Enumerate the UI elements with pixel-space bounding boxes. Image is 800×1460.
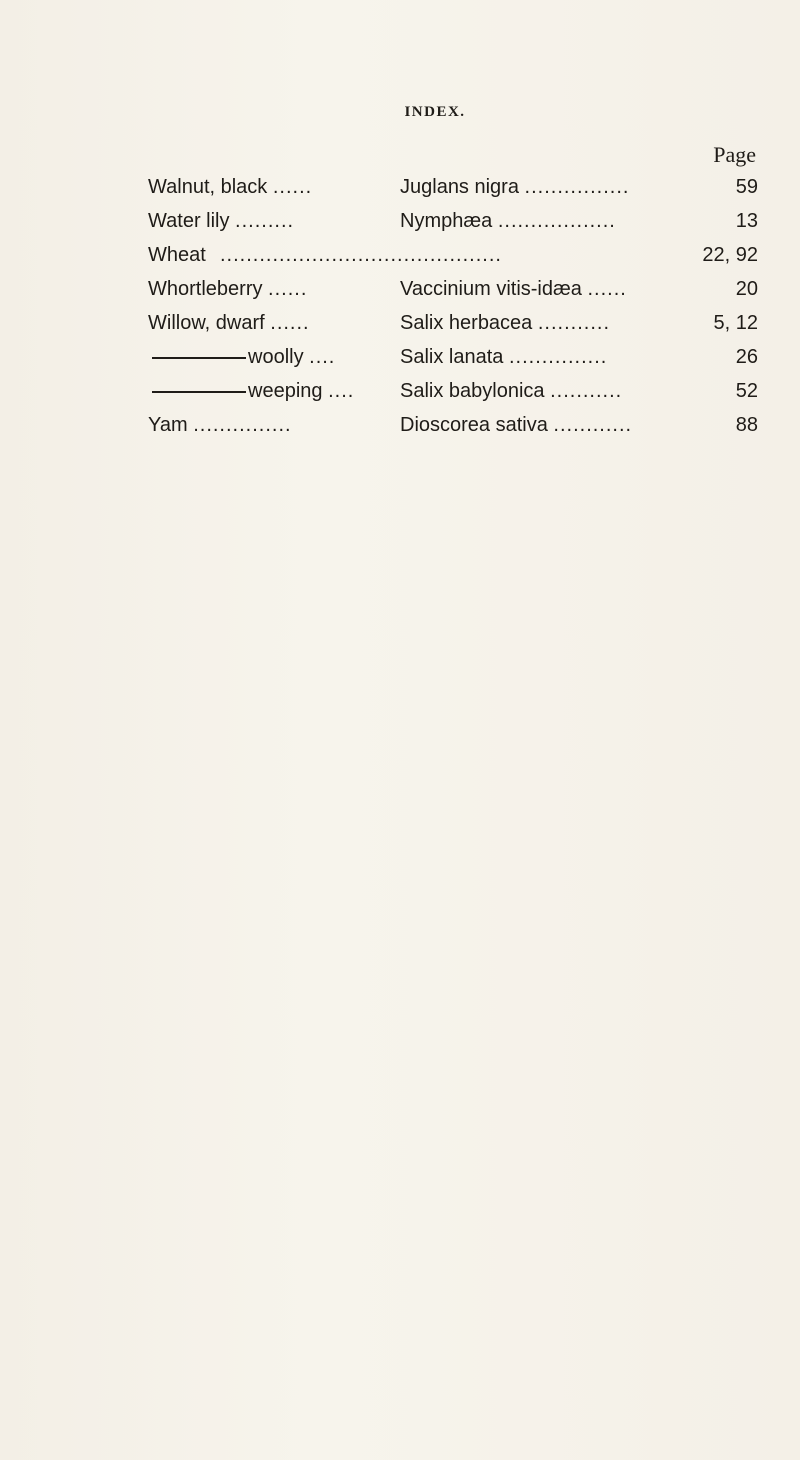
page-reference: 52 xyxy=(735,380,758,402)
common-name: Wheat xyxy=(148,244,206,266)
common-name: weeping .... xyxy=(148,380,354,403)
index-entry xyxy=(148,380,758,414)
latin-name: Salix babylonica ........... xyxy=(400,380,623,402)
common-name: Willow, dwarf ...... xyxy=(148,312,310,334)
common-name: Yam ............... xyxy=(148,414,292,436)
latin-name: Vaccinium vitis-idæa ...... xyxy=(400,278,627,300)
index-entry xyxy=(148,210,758,244)
common-name: Water lily ......... xyxy=(148,210,295,232)
latin-name: Dioscorea sativa ............ xyxy=(400,414,633,436)
ditto-dash xyxy=(152,391,246,393)
index-entry xyxy=(148,312,758,346)
page-reference: 88 xyxy=(735,414,758,436)
index-entry xyxy=(148,346,758,380)
index-entry xyxy=(148,244,758,278)
index-entry xyxy=(148,278,758,312)
leader-dots: ........................................... xyxy=(220,244,502,266)
latin-name: Nymphæa .................. xyxy=(400,210,616,232)
common-name: woolly .... xyxy=(148,346,335,369)
page-reference: 13 xyxy=(735,210,758,232)
page-reference: 20 xyxy=(735,278,758,300)
page-reference: 22, 92 xyxy=(702,244,758,266)
common-name: Whortleberry ...... xyxy=(148,278,308,300)
common-name: Walnut, black ...... xyxy=(148,176,313,198)
page-reference: 5, 12 xyxy=(713,312,758,334)
index-list xyxy=(148,176,758,448)
index-entry xyxy=(148,176,758,210)
page-column-label: Page xyxy=(713,142,756,167)
index-entry xyxy=(148,414,758,448)
page-reference: 26 xyxy=(735,346,758,368)
latin-name: Salix lanata ............... xyxy=(400,346,608,368)
latin-name: Juglans nigra ................ xyxy=(400,176,630,198)
running-head: INDEX. xyxy=(404,104,466,120)
latin-name: Salix herbacea ........... xyxy=(400,312,610,334)
page-reference: 59 xyxy=(735,176,758,198)
ditto-dash xyxy=(152,357,246,359)
